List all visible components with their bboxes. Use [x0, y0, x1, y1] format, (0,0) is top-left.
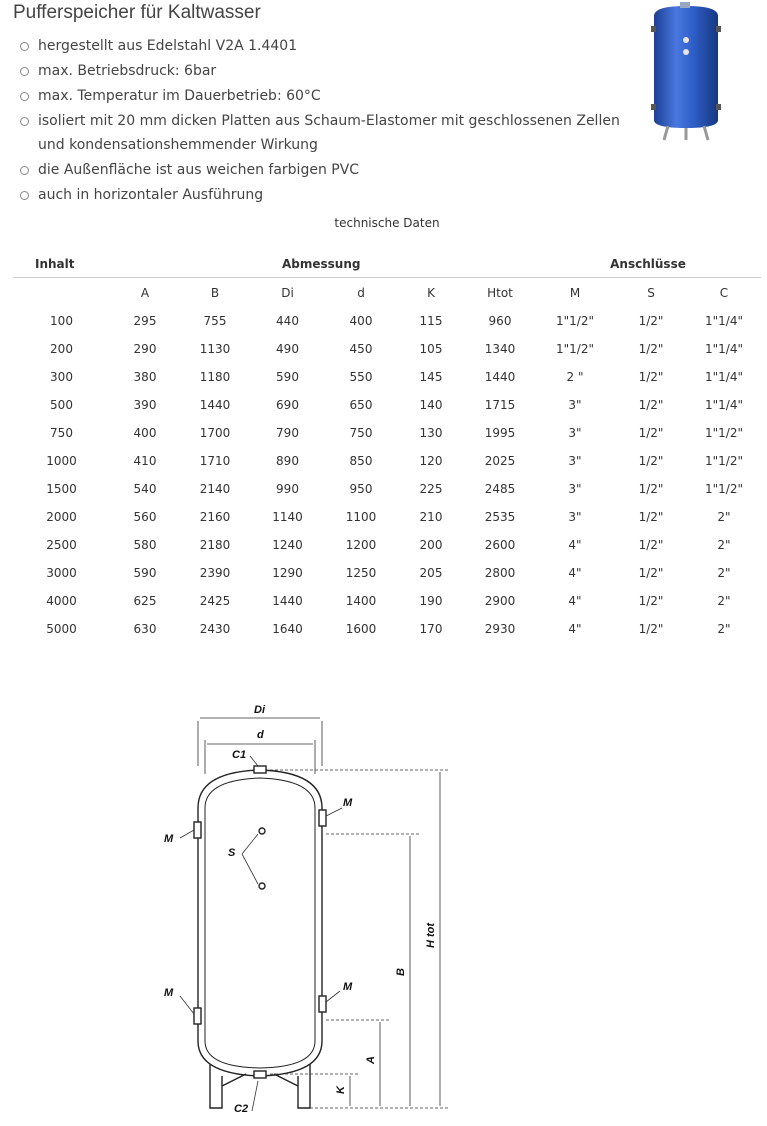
table-cell: 200 [50, 342, 73, 356]
label-htot: H tot [425, 922, 437, 948]
feature-item [20, 158, 620, 182]
table-cell: 2" [717, 510, 731, 524]
table-row [13, 559, 761, 587]
table-cell: 2390 [199, 566, 231, 580]
label-m: M [164, 987, 174, 999]
table-row [13, 503, 761, 531]
feature-item [20, 59, 620, 83]
table-cell: 5000 [46, 622, 77, 636]
table-cell: 2025 [484, 454, 516, 468]
table-cell: 200 [419, 538, 443, 552]
feature-item [20, 84, 620, 108]
table-cell: 1340 [484, 342, 516, 356]
table-cell: 2160 [199, 510, 231, 524]
label-b: B [395, 968, 407, 976]
table-cell: 1600 [345, 622, 377, 636]
feature-text: max. Temperatur im Dauerbetrieb: 60°C [38, 88, 321, 104]
table-cell: 580 [133, 538, 157, 552]
table-cell: 750 [349, 426, 373, 440]
table-cell: 560 [133, 510, 157, 524]
label-c1: C1 [232, 749, 247, 761]
column-header: d [357, 285, 365, 300]
table-cell: 115 [419, 314, 443, 328]
table-cell: 105 [419, 342, 443, 356]
table-cell: 890 [276, 454, 299, 468]
table-cell: 750 [50, 426, 73, 440]
bullet-icon [20, 117, 29, 126]
feature-text: auch in horizontaler Ausführung [38, 187, 264, 203]
table-cell: 2430 [199, 622, 231, 636]
table-cell: 1200 [345, 538, 377, 552]
table-row [13, 363, 761, 391]
table-cell: 1710 [199, 454, 231, 468]
bullet-icon [20, 166, 29, 175]
table-cell: 1/2" [638, 538, 664, 552]
page-title: Pufferspeicher für Kaltwasser [13, 2, 261, 23]
table-cell: 990 [276, 482, 299, 496]
table-column-header [13, 278, 761, 308]
table-group-header [13, 250, 761, 278]
table-cell: 2930 [484, 622, 516, 636]
table-cell: 1/2" [638, 594, 664, 608]
label-m: M [164, 833, 174, 845]
table-cell: 1700 [199, 426, 231, 440]
table-row [13, 447, 761, 475]
feature-text: max. Betriebsdruck: 6bar [38, 63, 217, 79]
table-cell: 225 [419, 482, 443, 496]
table-cell: 2 " [566, 370, 584, 384]
feature-text: die Außenfläche ist aus weichen farbigen PVC [38, 162, 360, 178]
table-cell: 410 [133, 454, 157, 468]
table-cell: 540 [133, 482, 157, 496]
table-cell: 3" [568, 426, 582, 440]
table-cell: 2" [717, 538, 731, 552]
table-cell: 850 [349, 454, 373, 468]
table-cell: 400 [349, 314, 373, 328]
bullet-icon [20, 42, 29, 51]
table-cell: 190 [419, 594, 443, 608]
table-cell: 1"1/2" [705, 482, 743, 496]
table-cell: 2425 [199, 594, 231, 608]
feature-text: isoliert mit 20 mm dicken Platten aus Schaum-Elastomer mit geschlossenen Zellen und kondensationshemmender Wirkung [38, 113, 620, 153]
tank-product-image [646, 2, 726, 142]
table-cell: 1715 [484, 398, 516, 412]
table-cell: 145 [419, 370, 443, 384]
table-cell: 1/2" [638, 482, 664, 496]
column-header [13, 278, 110, 308]
column-header: A [140, 285, 150, 300]
table-row [13, 615, 761, 643]
header-anschluesse: Anschlüsse [535, 250, 761, 278]
table-cell: 3" [568, 454, 582, 468]
label-k: K [335, 1086, 347, 1094]
tank-dimension-diagram [150, 696, 470, 1126]
table-cell: 1180 [199, 370, 231, 384]
table-cell: 140 [419, 398, 443, 412]
feature-text: hergestellt aus Edelstahl V2A 1.4401 [38, 38, 298, 54]
table-cell: 1"1/4" [705, 342, 743, 356]
table-cell: 4" [568, 622, 582, 636]
table-cell: 650 [349, 398, 373, 412]
table-cell: 755 [203, 314, 227, 328]
table-cell: 100 [50, 314, 73, 328]
column-header: S [647, 285, 655, 300]
table-cell: 440 [276, 314, 299, 328]
table-cell: 3" [568, 510, 582, 524]
label-s: S [228, 847, 236, 859]
header-inhalt: Inhalt [13, 250, 110, 278]
table-row [13, 419, 761, 447]
column-header: M [569, 285, 581, 300]
table-cell: 380 [133, 370, 157, 384]
table-cell: 450 [349, 342, 373, 356]
table-cell: 625 [133, 594, 157, 608]
table-cell: 1500 [46, 482, 77, 496]
label-d: d [257, 729, 264, 741]
table-row [13, 587, 761, 615]
table-cell: 4" [568, 566, 582, 580]
table-cell: 1400 [345, 594, 377, 608]
table-cell: 490 [276, 342, 299, 356]
table-cell: 1100 [345, 510, 377, 524]
table-caption: technische Daten [334, 216, 440, 230]
feature-item [20, 34, 620, 58]
column-header: C [719, 285, 729, 300]
table-cell: 1"1/4" [705, 398, 743, 412]
table-cell: 1995 [484, 426, 516, 440]
table-row [13, 475, 761, 503]
table-cell: 2140 [199, 482, 231, 496]
column-header: Di [281, 285, 294, 300]
table-cell: 400 [133, 426, 157, 440]
table-cell: 1440 [199, 398, 231, 412]
table-cell: 170 [419, 622, 443, 636]
table-cell: 4" [568, 538, 582, 552]
bullet-icon [20, 191, 29, 200]
table-cell: 1240 [272, 538, 303, 552]
table-cell: 2" [717, 594, 731, 608]
table-cell: 130 [419, 426, 443, 440]
table-cell: 3" [568, 398, 582, 412]
table-cell: 1/2" [638, 622, 664, 636]
table-cell: 950 [349, 482, 373, 496]
table-row [13, 391, 761, 419]
table-cell: 1"1/2" [705, 426, 743, 440]
table-cell: 2600 [484, 538, 516, 552]
table-cell: 1140 [272, 510, 303, 524]
table-cell: 690 [276, 398, 299, 412]
table-cell: 1000 [46, 454, 77, 468]
table-cell: 1440 [484, 370, 516, 384]
table-cell: 1130 [199, 342, 231, 356]
table-cell: 590 [276, 370, 299, 384]
table-cell: 205 [419, 566, 443, 580]
table-cell: 4000 [46, 594, 77, 608]
table-cell: 2900 [484, 594, 516, 608]
table-cell: 1290 [272, 566, 303, 580]
table-cell: 960 [488, 314, 512, 328]
table-cell: 2535 [484, 510, 516, 524]
table-cell: 1/2" [638, 398, 664, 412]
table-cell: 2180 [199, 538, 231, 552]
label-m: M [343, 797, 353, 809]
table-cell: 3000 [46, 566, 77, 580]
table-cell: 1640 [272, 622, 303, 636]
table-cell: 1440 [272, 594, 303, 608]
table-cell: 1/2" [638, 566, 664, 580]
column-header: K [427, 285, 435, 300]
table-cell: 590 [133, 566, 157, 580]
table-cell: 1/2" [638, 370, 664, 384]
label-c2: C2 [234, 1103, 249, 1115]
table-row [13, 531, 761, 559]
table-cell: 1/2" [638, 426, 664, 440]
feature-item [20, 183, 620, 207]
table-cell: 390 [133, 398, 157, 412]
table-cell: 630 [133, 622, 157, 636]
table-cell: 210 [419, 510, 443, 524]
table-cell: 1"1/2" [556, 314, 594, 328]
table-cell: 4" [568, 594, 582, 608]
table-cell: 1/2" [638, 510, 664, 524]
table-cell: 1"1/4" [705, 314, 743, 328]
table-cell: 2800 [484, 566, 516, 580]
table-cell: 1/2" [638, 342, 664, 356]
table-cell: 1"1/2" [705, 454, 743, 468]
table-row [13, 335, 761, 363]
table-cell: 2" [717, 622, 731, 636]
table-cell: 1/2" [638, 454, 664, 468]
table-cell: 1"1/2" [556, 342, 594, 356]
table-cell: 300 [50, 370, 73, 384]
column-header: B [210, 285, 220, 300]
table-cell: 790 [276, 426, 299, 440]
label-a: A [365, 1056, 377, 1064]
table-cell: 500 [50, 398, 73, 412]
table-cell: 295 [133, 314, 157, 328]
header-abmessung: Abmessung [110, 250, 535, 278]
bullet-icon [20, 92, 29, 101]
table-cell: 290 [133, 342, 157, 356]
column-header: Htot [487, 285, 513, 300]
feature-list [20, 34, 620, 208]
table-cell: 120 [419, 454, 443, 468]
label-m: M [343, 981, 353, 993]
table-cell: 1/2" [638, 314, 664, 328]
table-cell: 2485 [484, 482, 516, 496]
table-cell: 2500 [46, 538, 77, 552]
table-cell: 550 [349, 370, 373, 384]
table-row [13, 307, 761, 335]
table-cell: 2000 [46, 510, 77, 524]
spec-table [13, 250, 761, 643]
label-di: Di [254, 704, 265, 716]
table-cell: 1"1/4" [705, 370, 743, 384]
table-cell: 3" [568, 482, 582, 496]
table-cell: 1250 [345, 566, 377, 580]
feature-item [20, 109, 620, 157]
bullet-icon [20, 67, 29, 76]
table-cell: 2" [717, 566, 731, 580]
